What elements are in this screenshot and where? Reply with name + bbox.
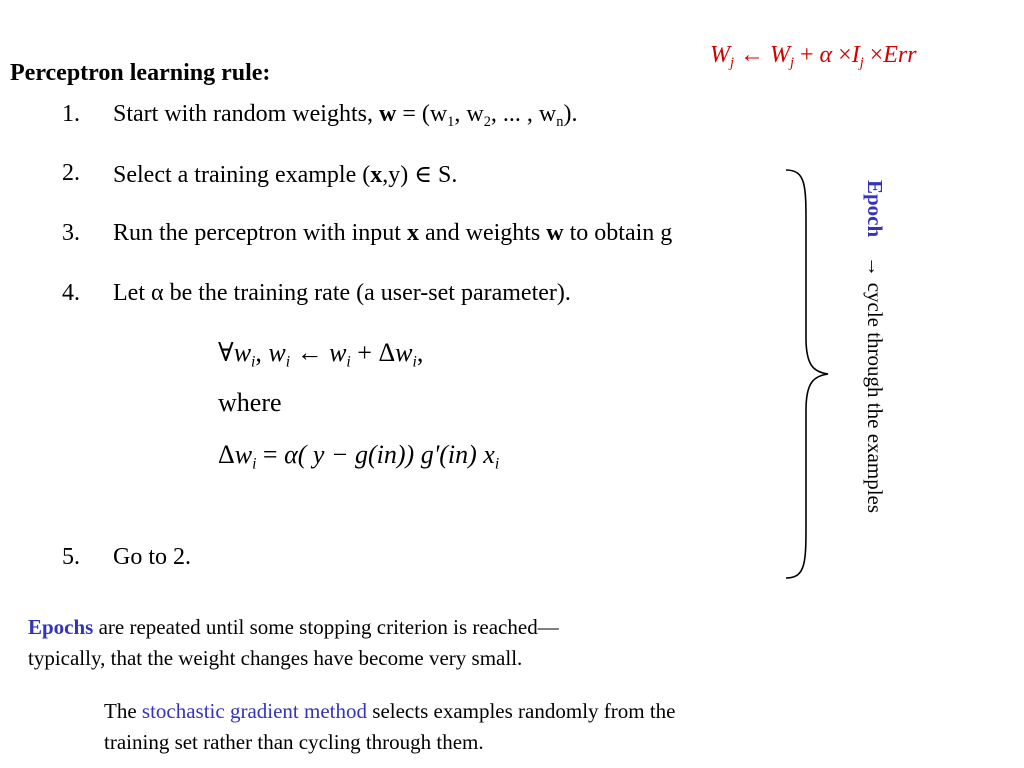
step-number: 1. xyxy=(62,101,80,127)
stochastic-method-term: stochastic gradient method xyxy=(141,699,368,723)
where-label: where xyxy=(218,388,282,417)
epoch-description: cycle through the examples xyxy=(863,277,887,514)
epochs-paragraph: Epochs are repeated until some stopping criterion is reached— typically, that the weight changes have become very small. xyxy=(28,615,559,670)
step-number: 3. xyxy=(62,220,80,246)
curly-brace xyxy=(780,166,832,582)
delta-w-equation: $\Delta w_i = \alpha$( y − g(in)) g'(in) $x_i$ xyxy=(218,440,500,473)
weight-update-equation: $\forall w_i$, $w_i$ ← $w_i + \Delta w_i$, xyxy=(218,338,424,371)
update-rule-formula: $W_j$ ← $W_j + \alpha \times I_j \times Err$ xyxy=(710,42,917,72)
epoch-side-note xyxy=(862,180,887,513)
step-text: Select a training example (x,y) ∈ S. xyxy=(113,162,458,188)
step-text: Run the perceptron with input x and weights w to obtain g xyxy=(113,220,673,246)
epoch-label: Epoch xyxy=(863,180,887,238)
step-text: Go to 2. xyxy=(113,544,191,570)
stochastic-paragraph: The stochastic gradient method selects examples randomly from the training set rather than cycling through them. xyxy=(104,699,676,754)
step-number: 4. xyxy=(62,280,80,306)
step-text: Start with random weights, $w = (w_1$, $w_2$, ... , $w_n$). xyxy=(113,101,578,131)
arrow-icon: → xyxy=(863,256,887,278)
step-number: 2. xyxy=(62,160,80,186)
slide-heading: Perceptron learning rule: xyxy=(10,60,271,86)
epochs-term: Epochs xyxy=(28,615,94,639)
step-number: 5. xyxy=(62,544,80,570)
step-text: Let α be the training rate (a user-set parameter). xyxy=(113,280,571,306)
